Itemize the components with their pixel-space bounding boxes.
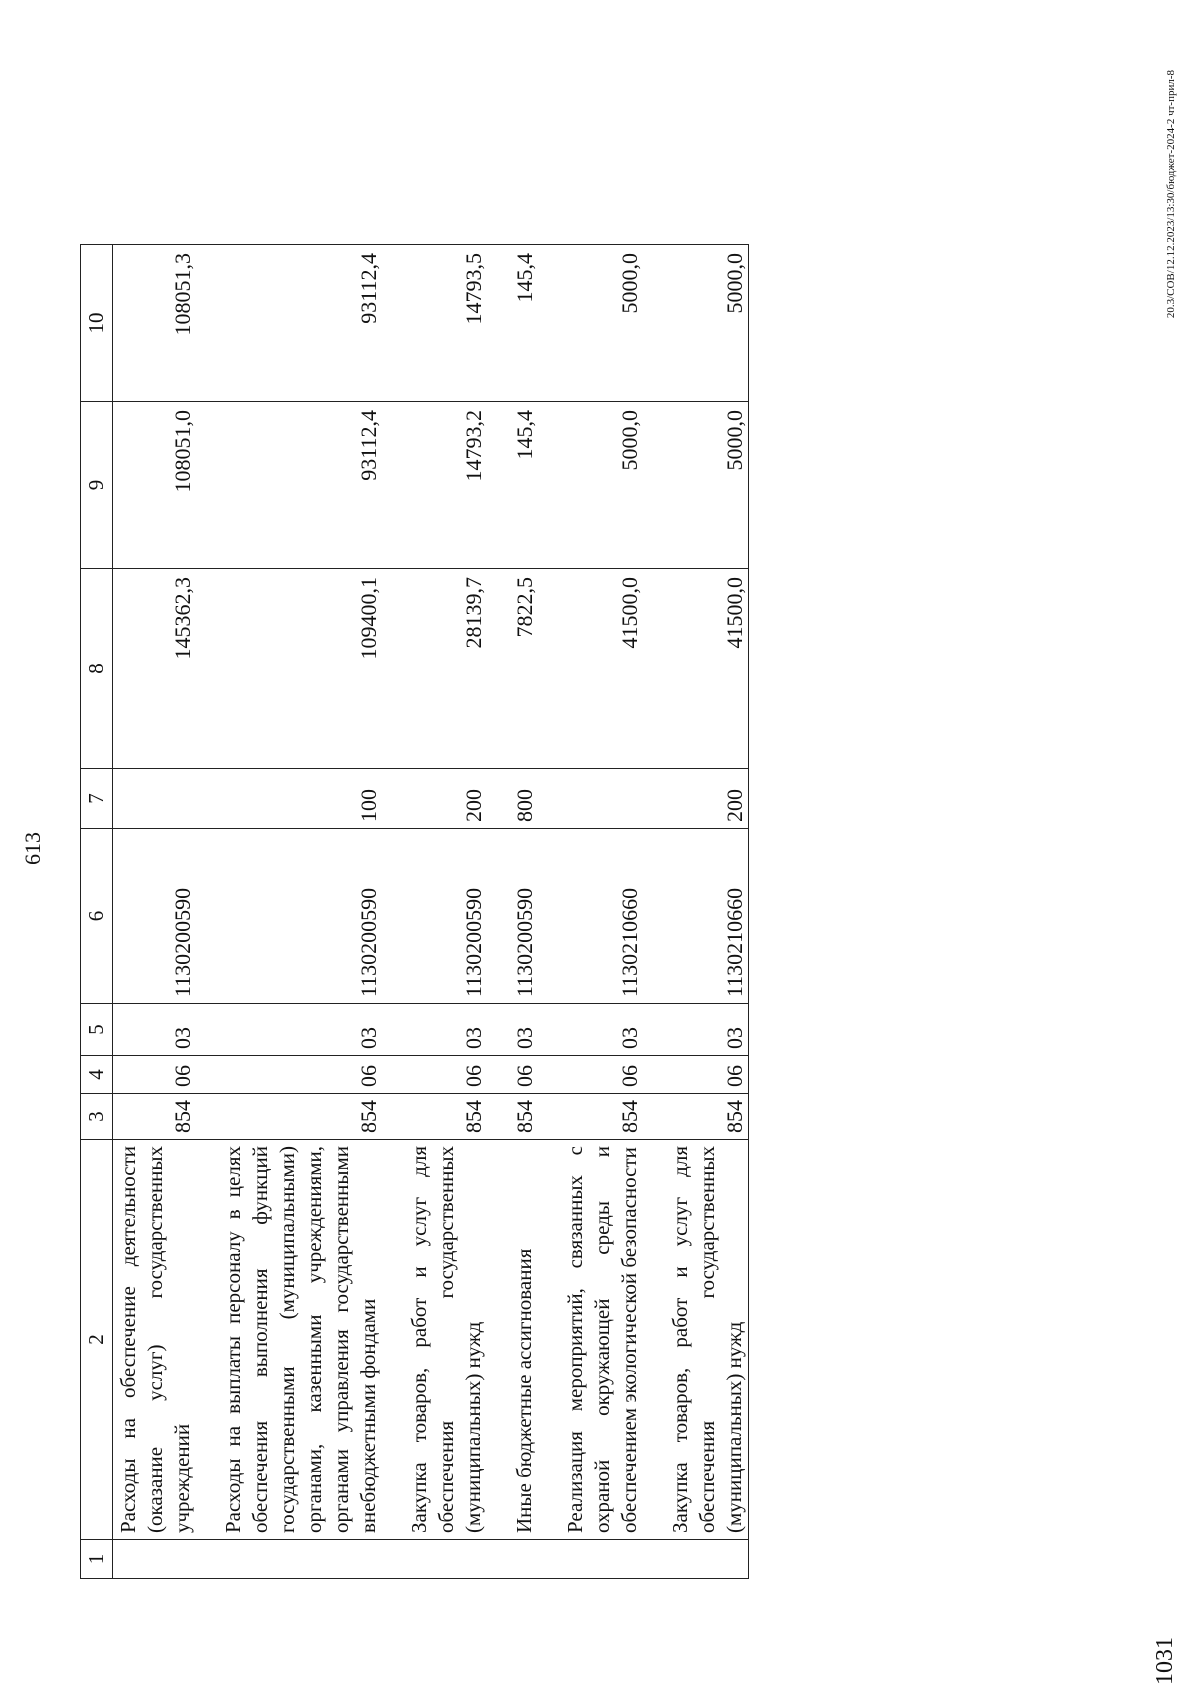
row-number-cell [560, 1540, 643, 1579]
code-cell: 854 [404, 1094, 487, 1140]
column-header: 9 [81, 402, 113, 569]
row-spacer [643, 245, 665, 1579]
subsection-cell: 03 [560, 1004, 643, 1056]
budget-table [80, 244, 749, 1579]
row-name-cell: Реализация мероприятий, связанных с охраной окружающей среды и обеспечением экологической безопасности [560, 1140, 643, 1540]
table-row [113, 245, 197, 1579]
row-spacer [382, 245, 404, 1579]
code-cell: 854 [113, 1094, 197, 1140]
amount-cell: 145,4 [509, 245, 538, 402]
subsection-cell: 03 [404, 1004, 487, 1056]
section-cell: 06 [509, 1056, 538, 1094]
sheet-number: 1031 [1152, 1637, 1178, 1685]
row-name-cell: Закупка товаров, работ и услуг для обеспечения государственных (муниципальных) нужд [404, 1140, 487, 1540]
amount-cell: 108051,3 [113, 245, 197, 402]
amount-cell: 7822,5 [509, 569, 538, 769]
target-article-cell: 1130200590 [113, 829, 197, 1004]
table-row [404, 245, 487, 1579]
column-header: 5 [81, 1004, 113, 1056]
section-cell: 06 [560, 1056, 643, 1094]
section-cell: 06 [113, 1056, 197, 1094]
row-name-cell: Расходы на обеспечение деятельности (оказание услуг) государственных учреждений [113, 1140, 197, 1540]
row-number-cell [404, 1540, 487, 1579]
row-name-cell: Закупка товаров, работ и услуг для обеспечения государственных (муниципальных) нужд [665, 1140, 749, 1540]
row-number-cell [218, 1540, 382, 1579]
row-number-cell [113, 1540, 197, 1579]
row-name-cell: Иные бюджетные ассигнования [509, 1140, 538, 1540]
amount-cell: 145,4 [509, 402, 538, 569]
target-article-cell: 1130200590 [404, 829, 487, 1004]
column-header: 1 [81, 1540, 113, 1579]
code-cell: 854 [218, 1094, 382, 1140]
amount-cell: 5000,0 [665, 245, 749, 402]
amount-cell: 41500,0 [665, 569, 749, 769]
subsection-cell: 03 [509, 1004, 538, 1056]
target-article-cell: 1130200590 [218, 829, 382, 1004]
expense-type-cell: 800 [509, 769, 538, 829]
column-header: 3 [81, 1094, 113, 1140]
column-header: 10 [81, 245, 113, 402]
column-header: 7 [81, 769, 113, 829]
column-header: 6 [81, 829, 113, 1004]
expense-type-cell: 200 [665, 769, 749, 829]
subsection-cell: 03 [665, 1004, 749, 1056]
amount-cell: 14793,5 [404, 245, 487, 402]
table-row [560, 245, 643, 1579]
subsection-cell: 03 [218, 1004, 382, 1056]
row-spacer [196, 245, 218, 1579]
subsection-cell: 03 [113, 1004, 197, 1056]
expense-type-cell: 200 [404, 769, 487, 829]
expense-type-cell [113, 769, 197, 829]
amount-cell: 5000,0 [665, 402, 749, 569]
table-row [665, 245, 749, 1579]
row-number-cell [509, 1540, 538, 1579]
amount-cell: 108051,0 [113, 402, 197, 569]
expense-type-cell [560, 769, 643, 829]
amount-cell: 5000,0 [560, 245, 643, 402]
code-cell: 854 [509, 1094, 538, 1140]
document-code: 20.3/СОВ/12.12.2023/13:30/бюджет-2024-2 чт-прил-8 [1165, 70, 1177, 319]
row-spacer [487, 245, 509, 1579]
amount-cell: 93112,4 [218, 402, 382, 569]
table-header-row [81, 245, 113, 1579]
expense-type-cell: 100 [218, 769, 382, 829]
table-row [218, 245, 382, 1579]
amount-cell: 14793,2 [404, 402, 487, 569]
column-header: 8 [81, 569, 113, 769]
amount-cell: 145362,3 [113, 569, 197, 769]
page-number: 613 [20, 832, 45, 865]
row-spacer [538, 245, 560, 1579]
amount-cell: 109400,1 [218, 569, 382, 769]
row-number-cell [665, 1540, 749, 1579]
target-article-cell: 1130210660 [560, 829, 643, 1004]
section-cell: 06 [665, 1056, 749, 1094]
target-article-cell: 1130200590 [509, 829, 538, 1004]
target-article-cell: 1130210660 [665, 829, 749, 1004]
row-name-cell: Расходы на выплаты персоналу в целях обеспечения выполнения функций государственными (муниципальными) органами, казенными учреждениями, органами управления государственными внебюджетными фондами [218, 1140, 382, 1540]
column-header: 4 [81, 1056, 113, 1094]
code-cell: 854 [560, 1094, 643, 1140]
amount-cell: 93112,4 [218, 245, 382, 402]
code-cell: 854 [665, 1094, 749, 1140]
table-row [509, 245, 538, 1579]
amount-cell: 5000,0 [560, 402, 643, 569]
section-cell: 06 [218, 1056, 382, 1094]
column-header: 2 [81, 1140, 113, 1540]
amount-cell: 28139,7 [404, 569, 487, 769]
section-cell: 06 [404, 1056, 487, 1094]
amount-cell: 41500,0 [560, 569, 643, 769]
